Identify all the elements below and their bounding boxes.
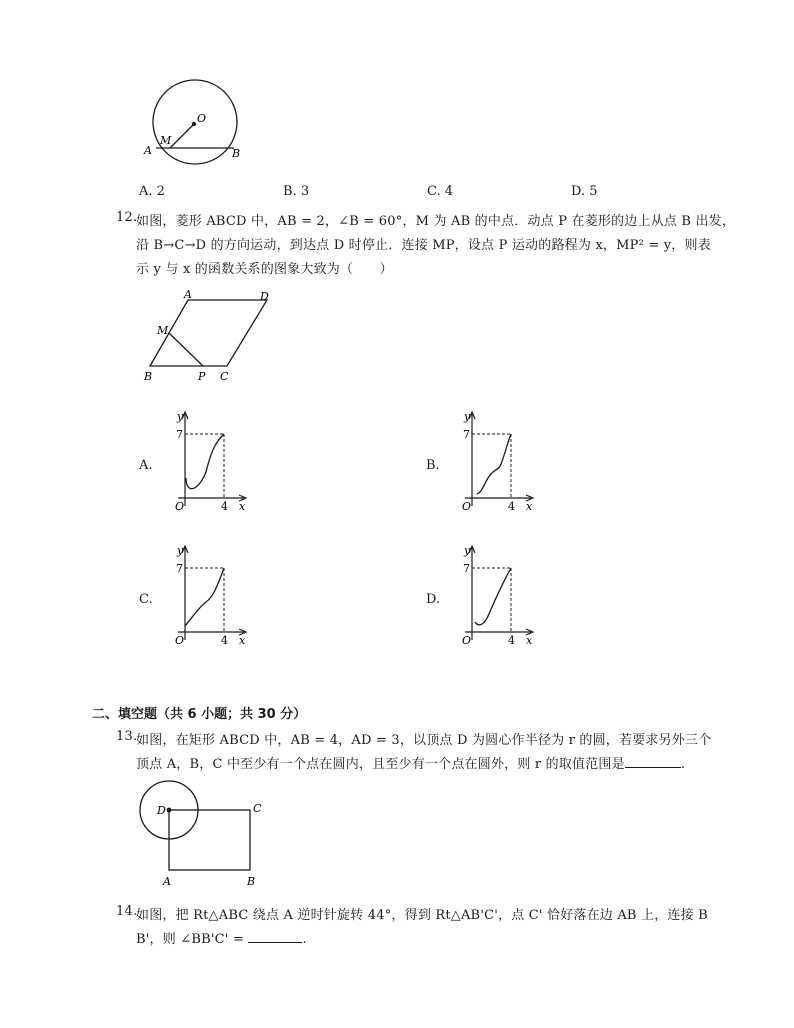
q11-option-b: B. 3 (283, 184, 310, 199)
q12-option-b-label: B. (426, 458, 440, 473)
graph-b-y-label: y (464, 410, 471, 423)
q13-rectangle (169, 810, 250, 870)
q12-graph-d (455, 542, 537, 648)
graph-a-curve (186, 434, 224, 489)
graph-a-origin: O (175, 500, 185, 513)
graph-a-x-label: x (239, 500, 246, 513)
q12-option-c-label: C. (139, 592, 153, 607)
graph-c-x-label: x (239, 634, 246, 647)
graph-d-x-tick: 4 (508, 634, 515, 647)
graph-c-y-tick: 7 (176, 562, 183, 575)
q14-answer-blank[interactable] (248, 942, 302, 943)
q14-line2 (136, 928, 307, 947)
graph-a-x-tick: 4 (221, 500, 228, 513)
q11-segment-om (170, 124, 194, 148)
q11-option-a: A. 2 (139, 184, 165, 199)
q13-line2-text: 顶点 A，B，C 中至少有一个点在圆内，且至少有一个点在圆外，则 r 的取值范围是 (136, 757, 625, 772)
q12-label-b: B (144, 370, 153, 383)
graph-d-origin: O (462, 634, 472, 647)
q11-circle-figure (140, 78, 260, 168)
q11-option-d: D. 5 (571, 184, 598, 199)
q13-line2 (136, 753, 685, 772)
graph-d-y-label: y (464, 544, 471, 557)
graph-b-y-tick: 7 (463, 428, 470, 441)
q13-label-d: D (157, 804, 166, 817)
graph-b-x-tick: 4 (508, 500, 515, 513)
q13-label-c: C (253, 802, 262, 815)
q13-answer-blank[interactable] (625, 767, 681, 768)
graph-c-curve (185, 568, 224, 626)
q12-graph-b (455, 408, 537, 514)
q14-line2-end: . (302, 932, 307, 947)
graph-c-origin: O (175, 634, 185, 647)
graph-a-y-label: y (177, 410, 184, 423)
q14-line1: 如图，把 Rt△ABC 绕点 A 逆时针旋转 44°，得到 Rt△AB'C'，点 C' 恰好落在边 AB 上，连接 B (136, 908, 708, 923)
q13-number: 13. (116, 729, 138, 744)
q11-label-m: M (160, 134, 172, 147)
q14-number: 14. (116, 904, 138, 919)
q12-option-d-label: D. (426, 592, 441, 607)
q12-label-d: D (260, 290, 269, 303)
graph-d-y-tick: 7 (463, 562, 470, 575)
q13-center-dot (167, 808, 172, 813)
graph-c-x-tick: 4 (221, 634, 228, 647)
graph-d-x-label: x (526, 634, 533, 647)
q13-label-a: A (163, 875, 171, 888)
q12-label-a: A (184, 288, 192, 301)
q11-label-b: B (232, 147, 241, 160)
q12-graph-a (168, 408, 250, 514)
q13-line2-end: . (680, 757, 686, 772)
q11-label-a: A (144, 144, 152, 157)
q11-circle (153, 80, 237, 164)
q12-line2: 沿 B→C→D 的方向运动，到达点 D 时停止．连接 MP，设点 P 运动的路程为 x，MP² = y，则表 (136, 238, 711, 253)
q11-center-dot (192, 122, 196, 126)
q12-label-c: C (220, 370, 229, 383)
graph-a-y-tick: 7 (176, 428, 183, 441)
q12-graph-c (168, 542, 250, 648)
graph-b-x-label: x (526, 500, 533, 513)
q14-line2-text: B'，则 ∠BB'C' = (136, 932, 244, 947)
q11-label-o: O (197, 112, 207, 125)
q13-label-b: B (247, 875, 256, 888)
q12-line3: 示 y 与 x 的函数关系的图象大致为（ ） (136, 262, 393, 277)
q12-option-a-label: A. (139, 458, 153, 473)
q13-line1: 如图，在矩形 ABCD 中，AB = 4，AD = 3，以顶点 D 为圆心作半径为 r 的圆，若要求另外三个 (136, 733, 712, 748)
q12-number: 12. (116, 210, 138, 225)
graph-b-origin: O (462, 500, 472, 513)
q12-line1: 如图，菱形 ABCD 中，AB = 2，∠B = 60°，M 为 AB 的中点．动点 P 在菱形的边上从点 B 出发， (136, 214, 736, 229)
q12-label-m: M (157, 324, 169, 337)
q12-segment-mp (169, 333, 203, 366)
graph-b-curve (477, 434, 511, 494)
graph-c-y-label: y (177, 544, 184, 557)
q11-option-c: C. 4 (427, 184, 454, 199)
q12-label-p: P (198, 370, 206, 383)
q12-rhombus-figure (140, 288, 280, 384)
graph-d-curve (475, 568, 511, 625)
q13-rectangle-figure (136, 776, 276, 892)
section-2-title: 二、填空题（共 6 小题；共 30 分） (92, 707, 307, 722)
